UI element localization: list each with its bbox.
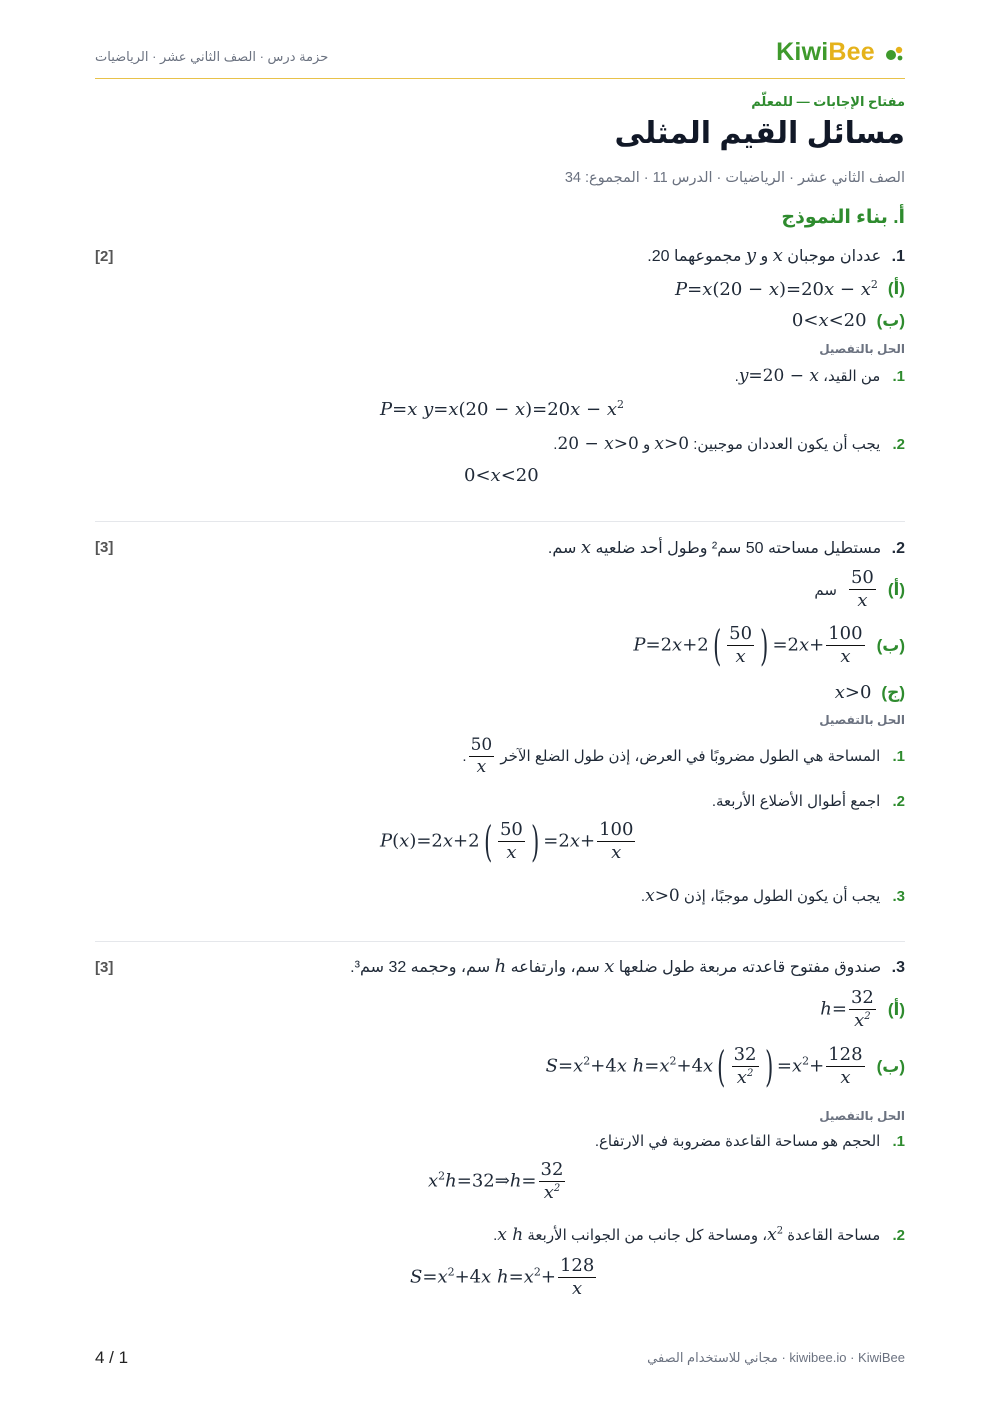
question-1-marks: [2] bbox=[95, 248, 114, 265]
equation: h= $\frac{32}{x^2}$ bbox=[820, 987, 874, 1031]
kiwibee-logo: KiwiBee bbox=[776, 38, 905, 67]
question-2-answer-b: (ب) P=2x+2( $\frac{50}{x}$ ) =2x+ $\frac{100}{x}$ bbox=[633, 620, 905, 670]
header-subtitle: حزمة درس · الصف الثاني عشر · الرياضيات bbox=[95, 49, 329, 64]
question-1-answer-a: (أ) $P=x(20 - x)=20x - x^2$ bbox=[675, 278, 905, 300]
lesson-meta: الصف الثاني عشر · الرياضيات · الدرس 11 · المجموع: 34 bbox=[564, 170, 905, 186]
detail-label: الحل بالتفصيل bbox=[819, 713, 905, 727]
divider bbox=[95, 521, 905, 522]
equation: P=2x+2( $\frac{50}{x}$ ) =2x+ $\frac{100}{x}$ bbox=[633, 620, 863, 670]
question-1-answer-b: (ب) 0<x<20 bbox=[791, 310, 905, 331]
equation: $S=x^2+4x$ $h=x^2+$ $\frac{128}{x}$ bbox=[410, 1255, 595, 1299]
question-3-answer-a: (أ) h= $\frac{32}{x^2}$ bbox=[820, 987, 905, 1031]
equation: 0<x<20 bbox=[791, 310, 867, 331]
answer-key-label: مفتاح الإجابات — للمعلّم bbox=[751, 94, 905, 109]
question-2-step-1: 1. المساحة هي الطول مضروبًا في العرض، إذن طول الضلع الآخر $\frac{50}{x}$ . bbox=[462, 735, 905, 777]
bee-dots-icon bbox=[885, 44, 905, 62]
detail-label: الحل بالتفصيل bbox=[819, 342, 905, 356]
equation: P(x)=2x+2( $\frac{50}{x}$ ) =2x+ $\frac{100}{x}$ bbox=[380, 816, 634, 866]
section-title: أ. بناء النموذج bbox=[781, 207, 905, 228]
divider bbox=[95, 941, 905, 942]
question-3-step-2: 2. مساحة القاعدة $x^2،$ ومساحة كل جانب من الجوانب الأربعة x h. bbox=[493, 1225, 905, 1245]
question-1-step-2: 2. يجب أن يكون العددان موجبين: x>0 و 20 − x>0. bbox=[553, 434, 905, 454]
question-2-answer-a: (أ) $\frac{50}{x}$ سم bbox=[814, 567, 905, 611]
question-2-answer-c: (ج) x>0 bbox=[834, 682, 905, 703]
equation: $\frac{50}{x}$ bbox=[850, 567, 874, 611]
question-3-answer-b: (ب) $S=x^2+4x$ $h=x^2+4x$( $\frac{32}{x^2}$ ) $=x^2+$ $\frac{128}{x}$ bbox=[545, 1041, 905, 1091]
equation: $S=x^2+4x$ $h=x^2+4x$( $\frac{32}{x^2}$ ) $=x^2+$ $\frac{128}{x}$ bbox=[545, 1041, 863, 1091]
equation: x>0 bbox=[834, 682, 872, 703]
detail-label: الحل بالتفصيل bbox=[819, 1109, 905, 1123]
page-number: 4 / 1 bbox=[95, 1348, 129, 1367]
question-2-step-3: 3. يجب أن يكون الطول موجبًا، إذن x>0. bbox=[640, 886, 905, 906]
question-2-step-2: 2. اجمع أطوال الأضلاع الأربعة. bbox=[711, 793, 905, 810]
equation: 0<x<20 bbox=[464, 465, 539, 486]
page-header bbox=[95, 36, 905, 79]
question-3-marks: [3] bbox=[95, 959, 114, 976]
page-title: مسائل القيم المثلى bbox=[614, 117, 905, 150]
question-3-step-1: 1. الحجم هو مساحة القاعدة مضروبة في الارتفاع. bbox=[594, 1133, 905, 1150]
equation: $P=x(20 - x)=20x - x^2$ bbox=[675, 278, 878, 300]
question-1-text: 1. عددان موجبان x و y مجموعهما 20. bbox=[647, 245, 905, 266]
equation: $x^2h=32\Rightarrow h=$ $\frac{32}{x^2}$ bbox=[428, 1159, 564, 1203]
question-3-text: 3. صندوق مفتوح قاعدته مربعة طول ضلعها x سم، وارتفاعه h سم، وحجمه 32 سم³. bbox=[350, 956, 905, 977]
question-2-text: 2. مستطيل مساحته 50 سم² وطول أحد ضلعيه x سم. bbox=[547, 537, 905, 558]
question-2-marks: [3] bbox=[95, 539, 114, 556]
equation: P=x $y=x(20 - x)=20x - x^2$ bbox=[380, 398, 624, 420]
question-1-step-1: 1. من القيد، y=20 − x. bbox=[734, 366, 905, 386]
footer-text: kiwibee.io · KiwiBee · مجاني للاستخدام الصفي bbox=[647, 1350, 905, 1365]
